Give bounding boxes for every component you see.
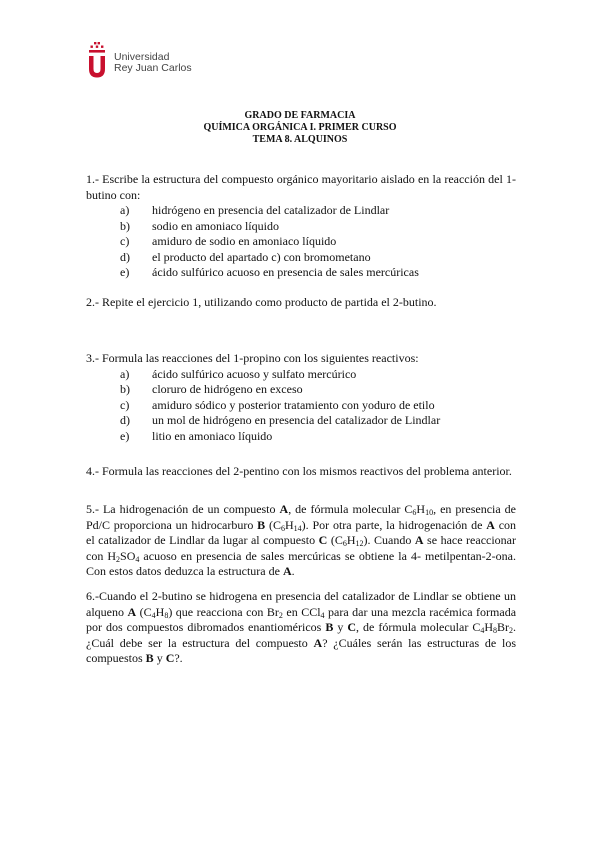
question-1 [86,172,516,281]
question-1-list [86,203,516,281]
question-3-text: 3.- Formula las reacciones del 1-propino con los siguientes reactivos: [86,351,419,365]
list-item: b) sodio en amoniaco líquido [120,218,279,233]
question-3-list [86,367,516,445]
question-1-text: 1.- Escribe la estructura del compuesto orgánico mayoritario aislado en la reacción del 1-butino con: [86,172,516,202]
question-6: 6.-Cuando el 2-butino se hidrogena en presencia del catalizador de Lindlar se obtiene un alqueno A $(C_4H_8)$ que reacciona con $Br_2$ en CCl$_4$ para dar una mezcla racémica formada por dos compuestos dibromados enantioméricos B y C, de fórmula molecular $C_4H_8Br_2$. ¿Cuál debe ser la estructura del compuesto A? ¿Cuáles serán las estructuras de los compuestos B y C?. [86,589,517,665]
list-item: e) ácido sulfúrico acuoso en presencia de sales mercúricas [120,265,419,279]
logo-line-1: Universidad [114,51,170,63]
header-line-2: QUÍMICA ORGÁNICA I. PRIMER CURSO [203,122,397,133]
list-item: c) amiduro sódico y posterior tratamiento con yoduro de etilo [120,397,435,412]
question-2 [86,295,516,311]
logo-line-2: Rey Juan Carlos [114,62,192,74]
question-5: 5.- La hidrogenación de un compuesto A, de fórmula molecular $C_6H_{10}$, en presencia de Pd/C proporciona un hidrocarburo B $(C_6H_{14})$. Por otra parte, la hidrogenación de A con el catalizador de Lindlar da lugar al compuesto C $(C_6H_{12})$. Cuando A se hace reaccionar con $H_2SO_4$ acuoso en presencia de sales mercúricas se obtiene la 4- metilpentan-2-ona. Con estos datos deduzca la estructura de A. [86,502,517,578]
header-line-1: GRADO DE FARMACIA [244,110,356,121]
university-logo [86,40,196,82]
list-item: d) un mol de hidrógeno en presencia del catalizador de Lindlar [120,413,441,427]
question-2-text: 2.- Repite el ejercicio 1, utilizando como producto de partida el 2-butino. [86,295,437,309]
question-3 [86,351,516,444]
question-4-text: 4.- Formula las reacciones del 2-pentino con los mismos reactivos del problema anterior. [86,464,512,478]
list-item: a) ácido sulfúrico acuoso y sulfato mercúrico [120,366,357,381]
list-item: c) amiduro de sodio en amoniaco líquido [120,234,337,248]
logo-text [114,52,192,74]
list-item: e) litio en amoniaco líquido [120,428,273,443]
header-line-3: TEMA 8. ALQUINOS [252,134,348,145]
list-item: d) el producto del apartado c) con bromometano [120,249,371,264]
list-item: b) cloruro de hidrógeno en exceso [120,382,303,396]
list-item: a) hidrógeno en presencia del catalizador de Lindlar [120,203,390,217]
university-crest-icon [86,42,108,78]
question-4 [86,464,516,480]
